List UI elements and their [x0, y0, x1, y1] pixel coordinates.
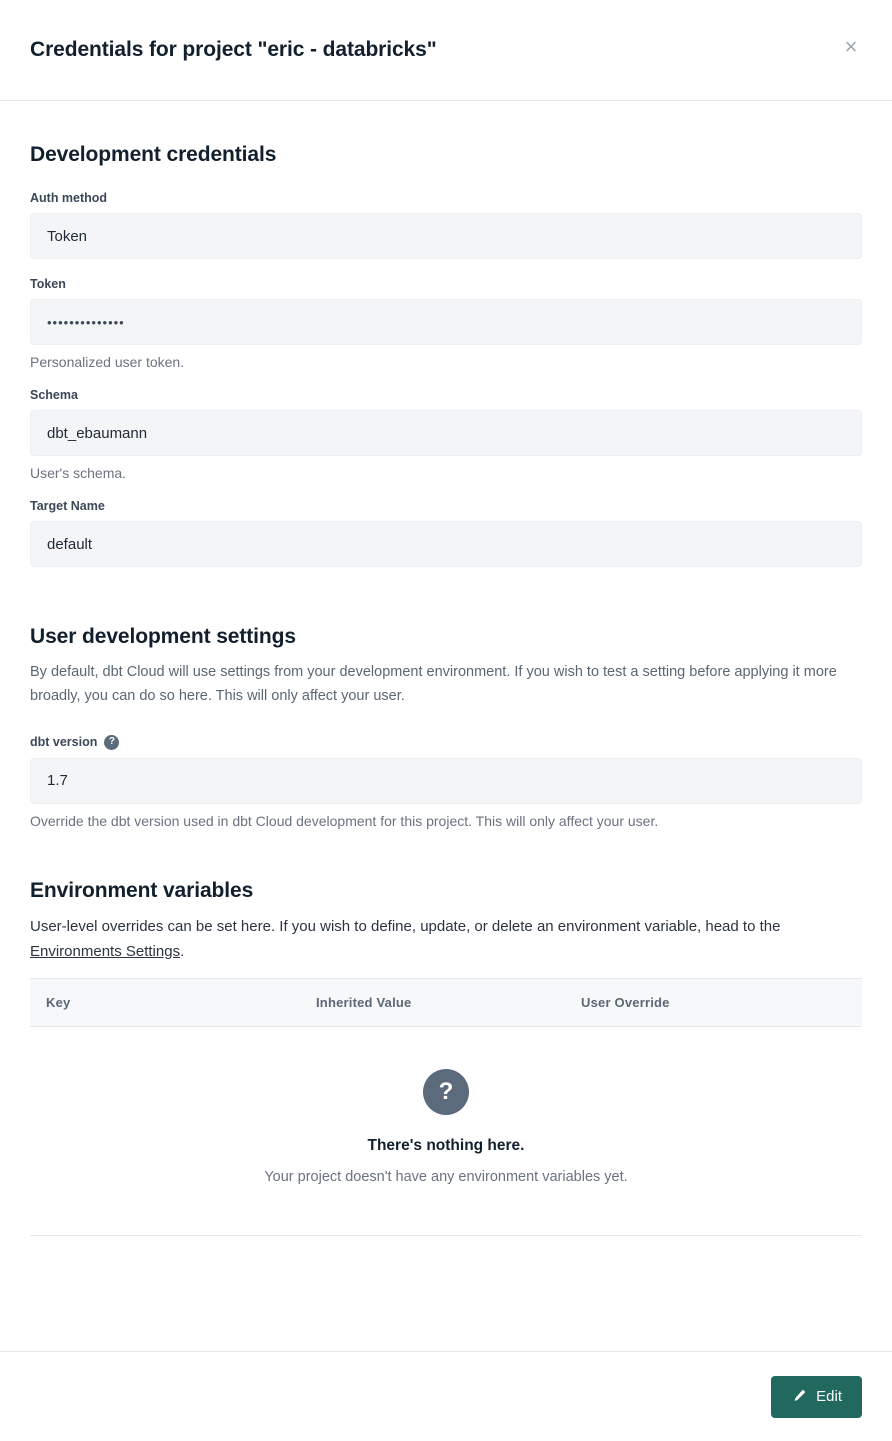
- schema-label: Schema: [30, 388, 78, 402]
- empty-state-title: There's nothing here.: [367, 1137, 525, 1155]
- question-mark-icon: ?: [423, 1069, 469, 1115]
- environment-variables-table: [30, 978, 862, 1236]
- token-label: Token: [30, 277, 66, 291]
- token-help-text: Personalized user token.: [30, 354, 185, 370]
- schema-help-text: User's schema.: [30, 465, 127, 481]
- field-schema: [30, 388, 862, 481]
- modal-footer: [0, 1351, 892, 1441]
- empty-state-subtitle: Your project doesn't have any environment variables yet.: [264, 1169, 628, 1186]
- modal-body: [0, 101, 892, 1351]
- dbt-version-input[interactable]: 1.7: [30, 758, 862, 804]
- column-header-key: Key: [46, 995, 71, 1011]
- empty-state: [30, 1027, 862, 1235]
- development-credentials-heading: Development credentials: [30, 143, 277, 166]
- edit-button-label: Edit: [816, 1388, 842, 1405]
- env-desc-before: User-level overrides can be set here. If you wish to define, update, or delete an environment variable, head to the: [30, 917, 781, 935]
- close-icon[interactable]: ×: [836, 32, 866, 62]
- target-name-input[interactable]: default: [30, 521, 862, 567]
- auth-method-input[interactable]: Token: [30, 213, 862, 259]
- column-header-user-override: User Override: [581, 995, 670, 1011]
- column-header-inherited-value: Inherited Value: [316, 995, 412, 1011]
- dbt-version-help-text: Override the dbt version used in dbt Cloud development for this project. This will only affect your user.: [30, 812, 659, 829]
- pencil-icon: [791, 1389, 806, 1404]
- schema-input[interactable]: dbt_ebaumann: [30, 410, 862, 456]
- spacer: [30, 585, 862, 625]
- user-development-settings-heading: User development settings: [30, 625, 296, 648]
- target-name-label: Target Name: [30, 499, 105, 513]
- environment-variables-heading: Environment variables: [30, 878, 254, 902]
- environment-variables-description: [30, 915, 840, 965]
- table-header-row: [30, 979, 862, 1027]
- field-auth-method: [30, 191, 862, 259]
- token-input[interactable]: ••••••••••••••: [30, 299, 862, 345]
- modal-header: [0, 0, 892, 101]
- edit-button[interactable]: [771, 1376, 862, 1418]
- page-title: Credentials for project "eric - databricks": [30, 38, 437, 61]
- user-development-settings-description: By default, dbt Cloud will use settings from your development environment. If you wish to test a setting before applying it more broadly, you can do so here. This will only affect your user.: [30, 664, 837, 704]
- env-desc-after: .: [180, 942, 185, 960]
- question-mark-icon[interactable]: ?: [104, 735, 119, 750]
- field-target-name: [30, 499, 862, 567]
- spacer: [30, 847, 862, 879]
- field-dbt-version: [30, 735, 862, 829]
- environments-settings-link[interactable]: Environments Settings: [30, 942, 181, 960]
- field-token: [30, 277, 862, 370]
- dbt-version-label-text: dbt version: [30, 735, 98, 750]
- auth-method-label: Auth method: [30, 191, 108, 205]
- dbt-version-label: [30, 735, 862, 750]
